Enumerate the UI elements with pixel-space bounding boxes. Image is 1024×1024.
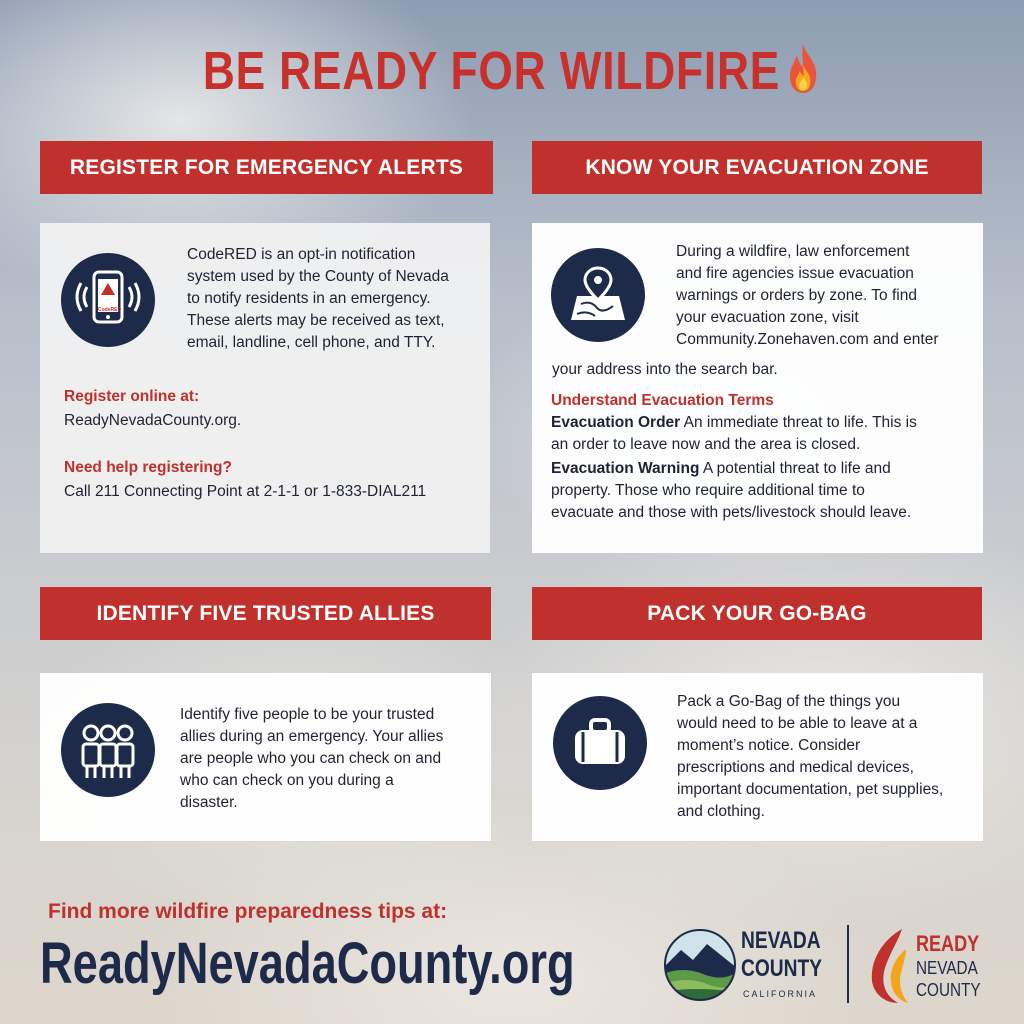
nevada-county-seal-icon	[663, 928, 737, 1002]
footer-tip: Find more wildfire preparedness tips at:	[48, 900, 448, 923]
help-value: Call 211 Connecting Point at 2-1-1 or 1-833-DIAL211	[64, 483, 427, 500]
card-go-bag	[532, 673, 983, 841]
evacuation-order: Evacuation Order An immediate threat to life. This is an order to leave now and the area is closed.	[551, 414, 917, 453]
logo-divider	[847, 925, 849, 1003]
card-emergency-alerts	[40, 223, 490, 553]
card-evacuation-zone	[532, 223, 983, 553]
evacuation-body-last: your address into the search bar.	[552, 361, 778, 378]
ready-nevada-county-logo: READY NEVADA COUNTY	[862, 925, 1002, 1005]
evacuation-body: During a wildfire, law enforcement and fire agencies issue evacuation warnings or orders by zone. To find your evacuation zone, visit Community.Zonehaven.com and enter	[676, 243, 939, 348]
phone-alert-icon: CodeRED	[61, 253, 155, 347]
evacuation-warning: Evacuation Warning A potential threat to life and property. Those who require additional time to evacuate and those with pets/livestock should leave.	[551, 460, 912, 521]
header-go-bag: PACK YOUR GO-BAG	[532, 587, 982, 640]
page-title: BE READY FOR WILDFIRE	[92, 40, 932, 102]
bag-icon	[553, 696, 647, 790]
terms-title: Understand Evacuation Terms	[551, 392, 774, 409]
group-people-icon	[61, 703, 155, 797]
map-pin-icon	[551, 248, 645, 342]
register-label: Register online at:	[64, 388, 200, 405]
gobag-body: Pack a Go-Bag of the things you would need to be able to leave at a moment’s notice. Consider prescriptions and medical devices, important documentation, pet supplies, and clothing.	[677, 693, 944, 820]
header-trusted-allies: IDENTIFY FIVE TRUSTED ALLIES	[40, 587, 491, 640]
allies-body: Identify five people to be your trusted allies during an emergency. Your allies are people who you can check on and who can check on you during a disaster.	[180, 706, 444, 811]
nevada-county-logo: NEVADA COUNTY CALIFORNIA	[663, 925, 833, 1005]
register-link[interactable]: ReadyNevadaCounty.org.	[64, 412, 242, 429]
footer-url-link[interactable]: ReadyNevadaCounty.org	[40, 931, 575, 996]
header-emergency-alerts: REGISTER FOR EMERGENCY ALERTS	[40, 141, 493, 194]
header-evacuation-zone: KNOW YOUR EVACUATION ZONE	[532, 141, 982, 194]
ready-flame-icon	[862, 925, 916, 1005]
help-label: Need help registering?	[64, 459, 232, 476]
alerts-body: CodeRED is an opt-in notification system used by the County of Nevada to notify residents in an emergency. These alerts may be received as text, email, landline, cell phone, and TTY.	[187, 246, 449, 351]
card-trusted-allies	[40, 673, 491, 841]
fire-icon	[785, 43, 821, 95]
